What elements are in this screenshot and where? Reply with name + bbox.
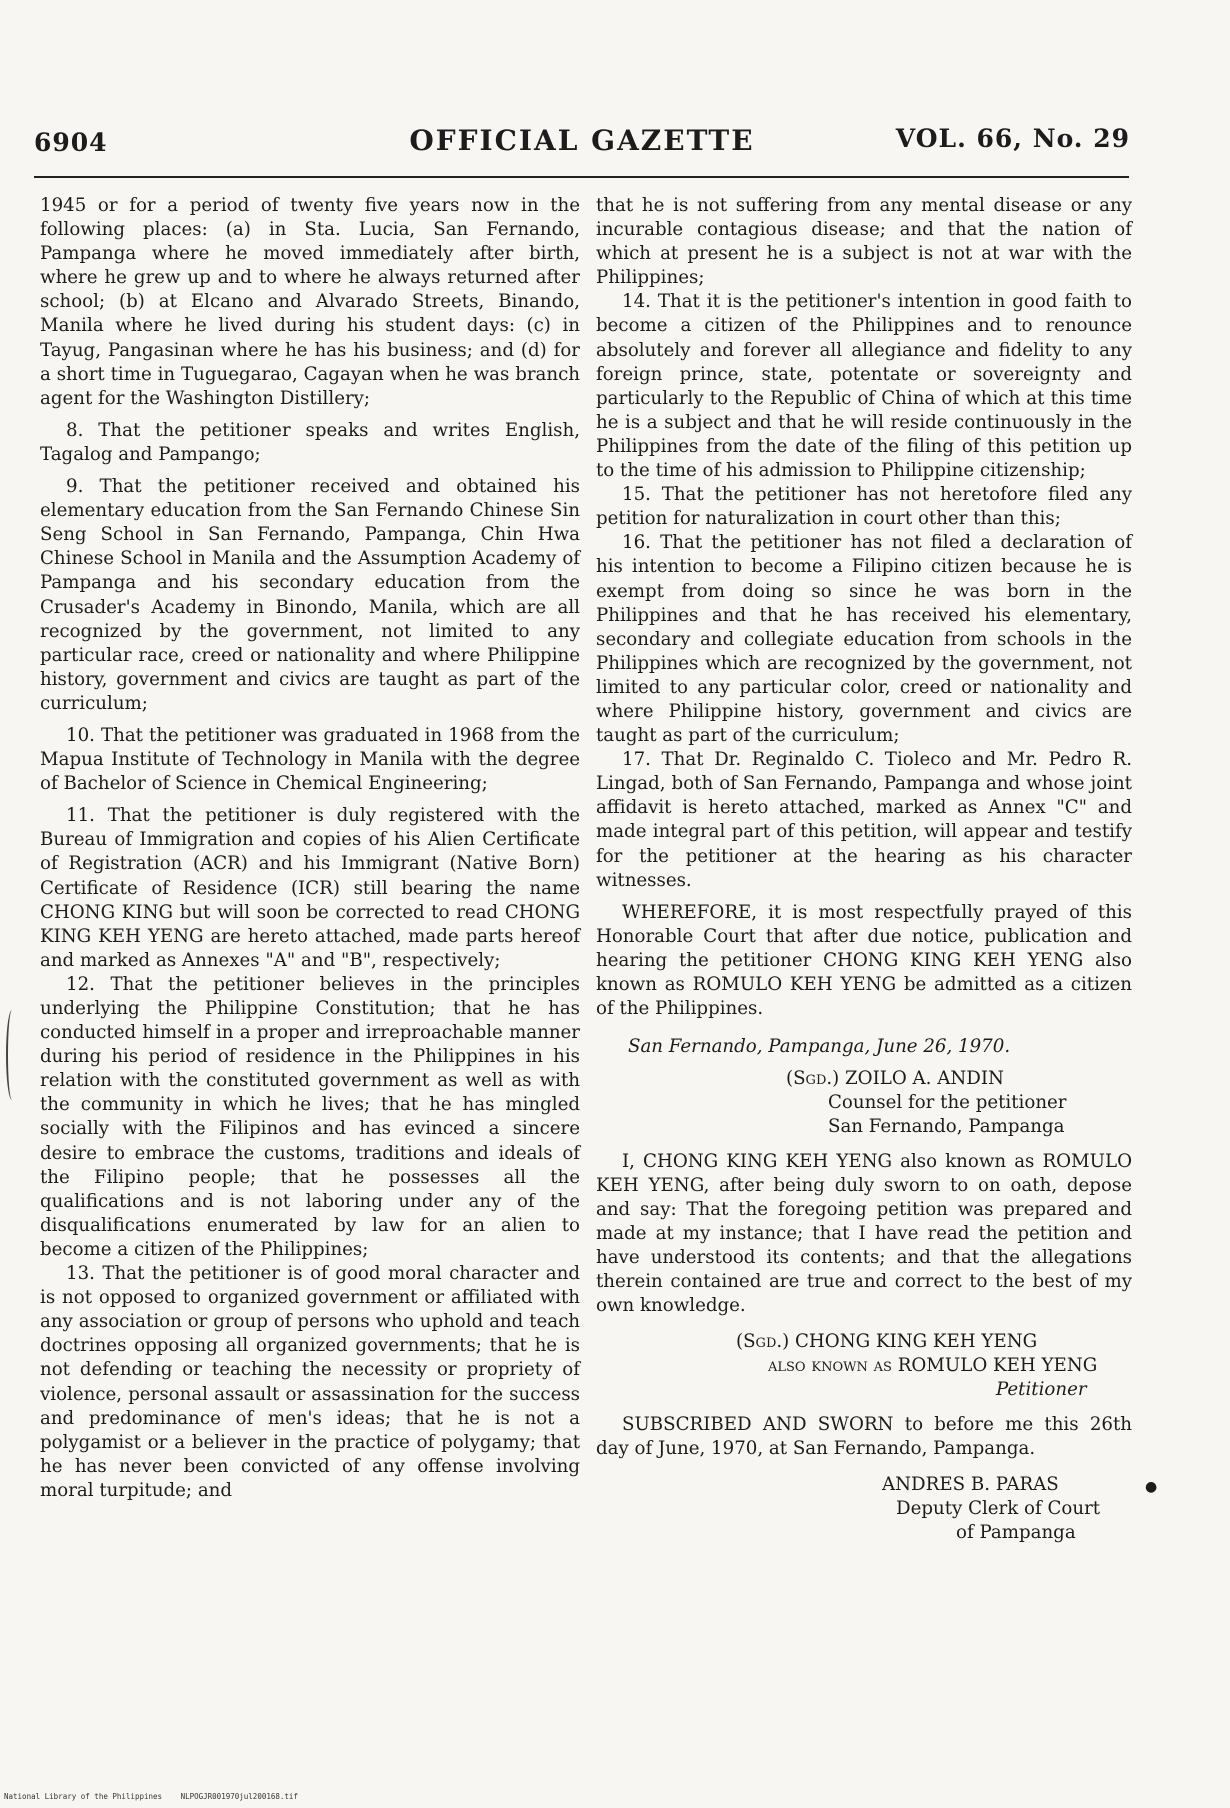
subscribed-label: SUBSCRIBED AND SWORN (622, 1413, 894, 1435)
subscribed-paragraph (596, 1413, 1132, 1461)
clerk-name: ANDRES B. PARAS (882, 1473, 1059, 1495)
bullet-mark: ● (1145, 1479, 1158, 1495)
footer-library: National Library of the Philippines (4, 1792, 163, 1801)
publication-title: OFFICIAL GAZETTE (409, 124, 755, 157)
petitioner-role: Petitioner (996, 1379, 1087, 1401)
header-rule (34, 176, 1129, 178)
clerk-role: Deputy Clerk of Court (896, 1497, 1101, 1519)
paragraph-11: 11. That the petitioner is duly registered with the Bureau of Immigration and copies of his Alien Certificate of Registration (ACR) and his Immigrant (Native Born) Certificate of Residence (ICR) still bearing the name CHONG KING but will soon be corrected to read CHONG KING KEH YENG are hereto attached, made parts hereof and marked as Annexes "A" and "B", respectively; (40, 805, 580, 971)
right-column (596, 194, 1132, 1545)
counsel-signature-block (596, 1067, 1132, 1139)
left-column (40, 194, 580, 1503)
paragraph-15: 15. That the petitioner has not heretofore filed any petition for naturalization in court other than this; (596, 484, 1132, 530)
paragraph-16: 16. That the petitioner has not filed a declaration of his intention to become a Filipino citizen because he is exempt from doing so since he was born in the Philippines and that he has received his elementary, secondary and collegiate education from schools in the Philippines which are recognized by the government, not limited to any particular color, creed or nationality and where Philippine history, government and civics are taught as part of the curriculum; (596, 532, 1132, 747)
counsel-place: San Fernando, Pampanga (828, 1116, 1065, 1138)
clerk-signature-block (596, 1473, 1132, 1545)
scan-footer (4, 1792, 312, 1801)
margin-mark (6, 1010, 18, 1100)
petitioner-signature: (Sgd.) CHONG KING KEH YENG (736, 1331, 1038, 1353)
paragraph-14: 14. That it is the petitioner's intention in good faith to become a citizen of the Philippines and to renounce absolutely and forever all allegiance and fidelity to any foreign prince, state, potentate or sovereignty and particularly to the Republic of China of which at this time he is a subject and that he will reside continuously in the Philippines from the date of the filing of this petition up to the time of his admission to Philippine citizenship; (596, 291, 1132, 482)
paragraph-9: 9. That the petitioner received and obtained his elementary education from the San Fernando Chinese Sin Seng School in San Fernando, Pampanga, Chin Hwa Chinese School in Manila and the Assumption Academy of Pampanga and his secondary education from the Crusader's Academy in Binondo, Manila, which are all recognized by the government, not limited to any particular race, creed or nationality and where Philippine history, government and civics are taught as part of the curriculum; (40, 476, 580, 714)
wherefore-paragraph (596, 901, 1132, 1021)
paragraph-8: 8. That the petitioner speaks and writes English, Tagalog and Pampango; (40, 419, 580, 465)
paragraph-10: 10. That the petitioner was graduated in 1968 from the Mapua Institute of Technology in Manila with the degree of Bachelor of Science in Chemical Engineering; (40, 724, 580, 795)
counsel-role: Counsel for the petitioner (828, 1092, 1067, 1114)
wherefore-text: it is most respectfully prayed of this Honorable Court that after due notice, publication and hearing the petitioner CHONG KING KEH YENG also known as ROMULO KEH YENG be admitted as a citizen of the Philippines. (596, 901, 1132, 1020)
paragraph-continued: that he is not suffering from any mental disease or any incurable contagious disease; and that the nation of which at present he is a subject is not at war with the Philippines; (596, 195, 1132, 289)
petitioner-aka: also known as ROMULO KEH YENG (768, 1355, 1098, 1377)
paragraph-residence: 1945 or for a period of twenty five years now in the following places: (a) in Sta. Lucia, San Fernando, Pampanga where he moved immediately after birth, where he grew up and to where he always returned after school; (b) at Elcano and Alvarado Streets, Binando, Manila where he lived during his student days: (c) in Tayug, Pangasinan where he has his business; and (d) for a short time in Tuguegarao, Cagayan when he was branch agent for the Washington Distillery; (40, 195, 580, 409)
paragraph-13: 13. That the petitioner is of good moral character and is not opposed to organized government or affiliated with any association or group of persons who uphold and teach doctrines opposing all organized governments; that he is not defending or teaching the necessity or propriety of violence, personal assault or assassination for the success and predominance of men's ideas; that he is not a polygamist or a believer in the practice of polygamy; that he has never been convicted of any offense involving moral turpitude; and (40, 1263, 580, 1501)
wherefore-label: WHEREFORE, (622, 901, 758, 923)
petitioner-signature-block (596, 1330, 1132, 1402)
footer-file: NLPOGJR001970jul200168.tif (180, 1792, 298, 1801)
page-header (34, 118, 1130, 162)
paragraph-12: 12. That the petitioner believes in the principles underlying the Philippine Constitution; that he has conducted himself in a proper and irreproachable manner during his period of residence in the Philippines in his relation with the constituted government as well as with the community in which he lives; that he has mingled socially with the Filipinos and has evinced a sincere desire to embrace the customs, traditions and ideals of the Filipino people; that he possesses all the qualifications and is not laboring under any of the disqualifications enumerated by law for an alien to become a citizen of the Philippines; (40, 973, 580, 1260)
oath-paragraph: I, CHONG KING KEH YENG also known as ROMULO KEH YENG, after being duly sworn to on oath, depose and say: That the foregoing petition was prepared and made at my instance; that I have read the petition and have understood its contents; and that the allegations therein contained are true and correct to the best of my own knowledge. (596, 1150, 1132, 1317)
subscribed-text: to before me this 26th day of June, 1970, at San Fernando, Pampanga. (596, 1413, 1132, 1459)
page-number: 6904 (34, 128, 108, 157)
place-date: San Fernando, Pampanga, June 26, 1970. (628, 1036, 1011, 1058)
clerk-place: of Pampanga (956, 1521, 1076, 1543)
volume-number: VOL. 66, No. 29 (895, 124, 1130, 153)
paragraph-17: 17. That Dr. Reginaldo C. Tioleco and Mr. Pedro R. Lingad, both of San Fernando, Pampanga and whose joint affidavit is hereto attached, marked as Annex "C" and made integral part of this petition, will appear and testify for the petitioner at the hearing as his character witnesses. (596, 749, 1132, 891)
counsel-signature: (Sgd.) ZOILO A. ANDIN (786, 1068, 1004, 1090)
